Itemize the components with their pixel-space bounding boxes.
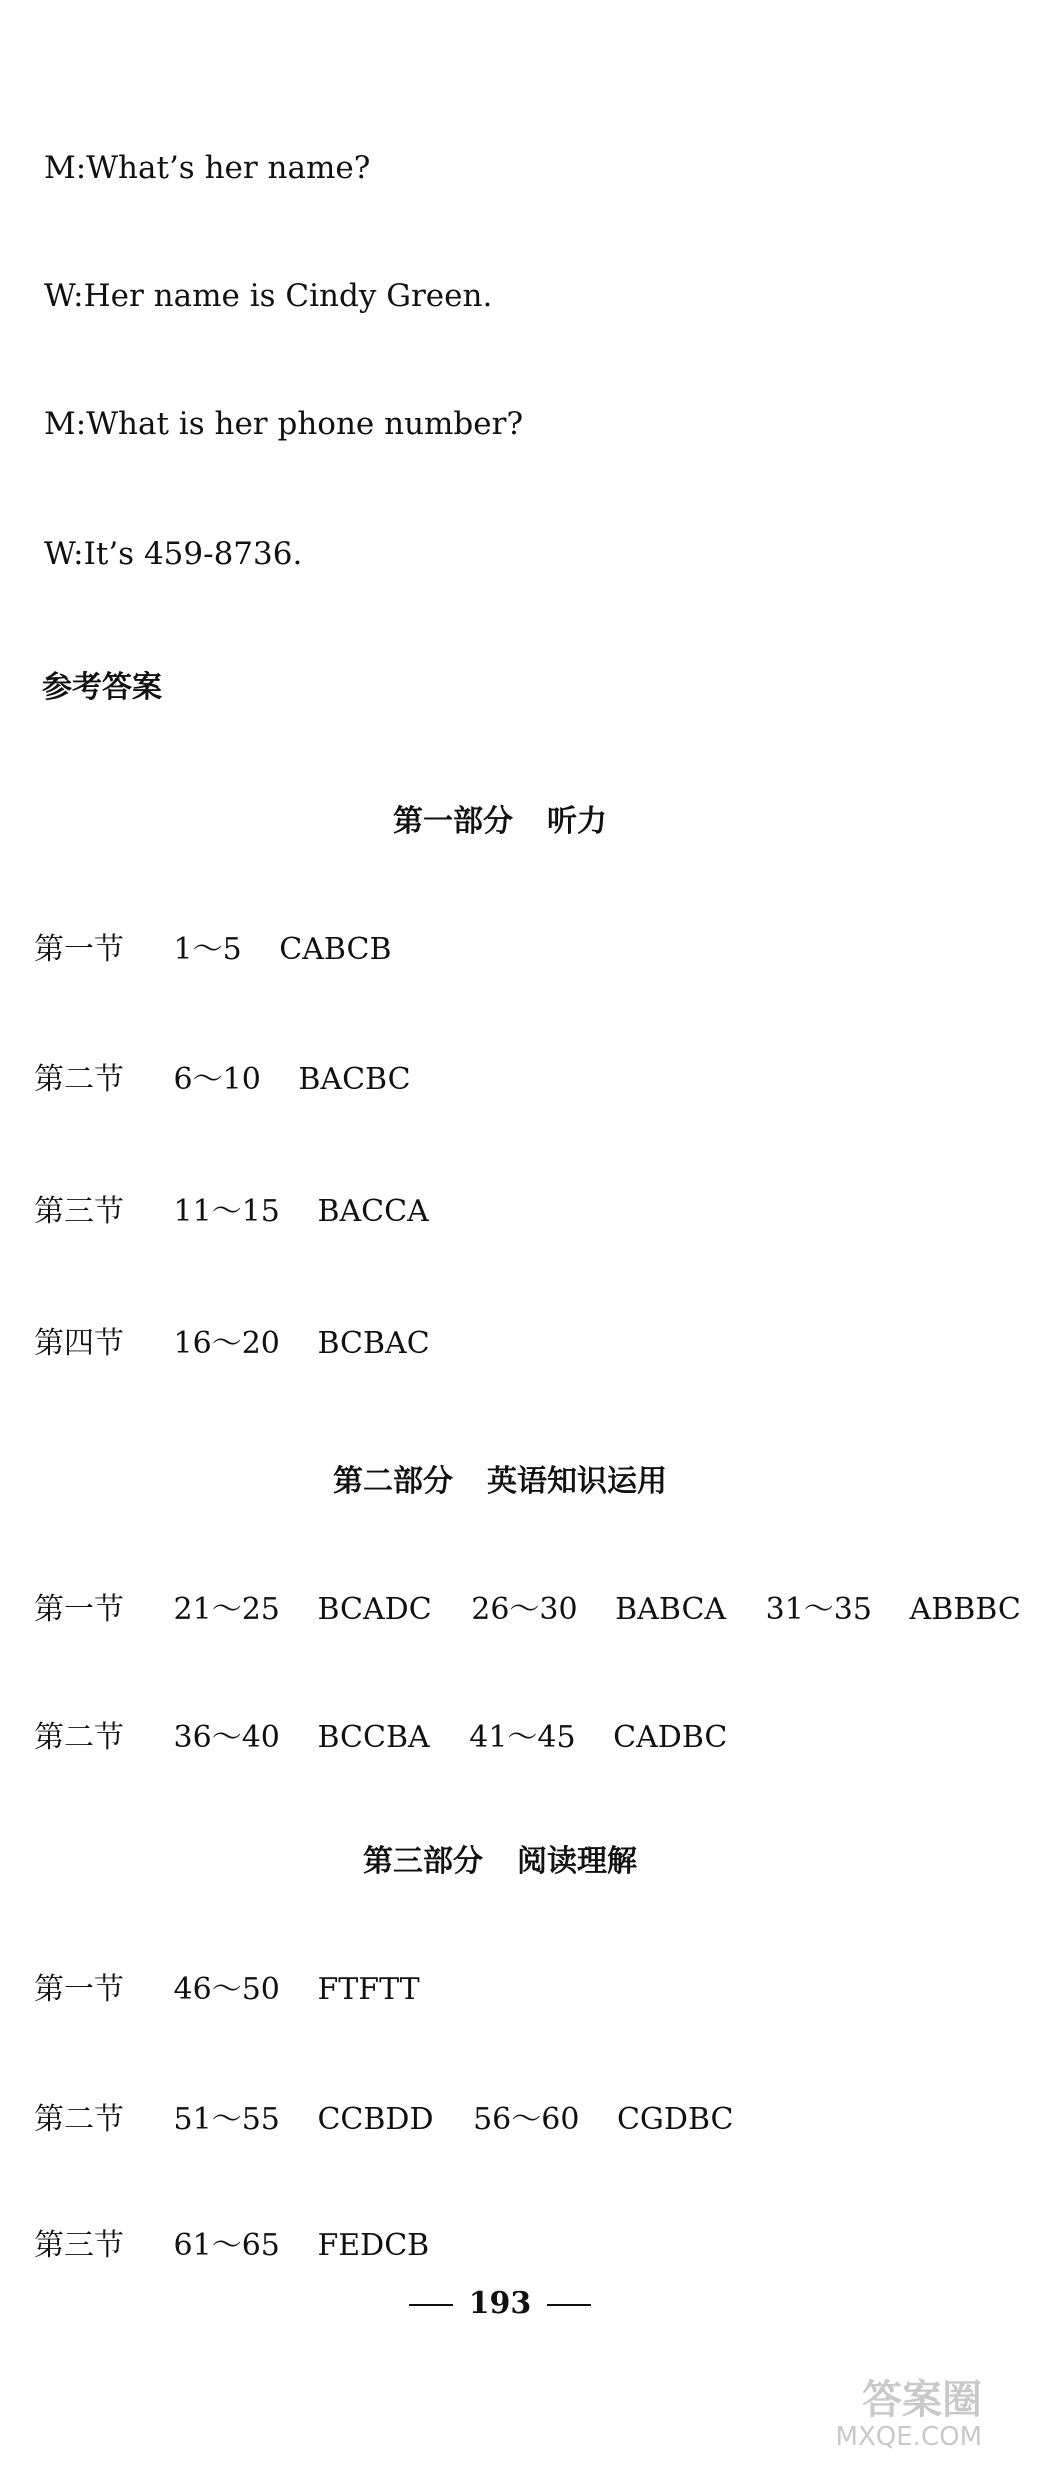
answer-key: CABCB — [279, 932, 392, 967]
part-title-3 — [0, 1842, 1000, 1882]
speaker-label: M: — [44, 406, 87, 442]
part-title-name: 阅读理解 — [517, 1844, 637, 1879]
dialog-text: It’s 459-8736. — [83, 536, 303, 572]
part-title-number: 第三部分 — [363, 1844, 483, 1879]
section-label: 第四节 — [34, 1326, 124, 1361]
dialog-line-4 — [44, 534, 302, 574]
watermark-logo — [836, 2378, 982, 2452]
section-label: 第一节 — [34, 1592, 124, 1627]
answer-key: BCCBA — [317, 1720, 430, 1755]
dialog-line-1 — [44, 148, 370, 188]
part-title-1 — [0, 802, 1000, 842]
question-range: 1～5 — [173, 932, 242, 967]
page-number-dash — [547, 2304, 591, 2306]
part-title-name: 英语知识运用 — [487, 1464, 667, 1499]
answer-heading: 参考答案 — [42, 670, 162, 705]
answer-row — [34, 1590, 1051, 1630]
dialog-text: Her name is Cindy Green. — [83, 278, 493, 314]
answer-key: CADBC — [613, 1720, 728, 1755]
answer-key: ABBBC — [909, 1592, 1021, 1627]
section-label: 第三节 — [34, 1194, 124, 1229]
answer-row — [34, 1192, 459, 1232]
answer-row — [34, 930, 422, 970]
question-range: 46～50 — [173, 1972, 280, 2007]
answer-row — [34, 1060, 441, 1100]
page-number-text: 193 — [468, 2286, 532, 2321]
section-label: 第一节 — [34, 1972, 124, 2007]
section-label: 第二节 — [34, 2102, 124, 2137]
question-range: 36～40 — [173, 1720, 280, 1755]
section-label: 第一节 — [34, 932, 124, 967]
speaker-label: M: — [44, 150, 87, 186]
watermark-line-2: MXQE.COM — [835, 2422, 982, 2452]
section-label: 第三节 — [34, 2228, 124, 2263]
page-number-dash — [409, 2304, 453, 2306]
answer-row — [34, 2226, 459, 2266]
answer-key: CGDBC — [616, 2102, 734, 2137]
answer-key: BACBC — [298, 1062, 411, 1097]
answer-key: BACCA — [317, 1194, 429, 1229]
question-range: 61～65 — [173, 2228, 280, 2263]
question-range: 51～55 — [173, 2102, 280, 2137]
section-label: 第二节 — [34, 1062, 124, 1097]
answer-key: BCBAC — [317, 1326, 430, 1361]
section-label: 第二节 — [34, 1720, 124, 1755]
dialog-line-3 — [44, 404, 523, 444]
speaker-label: W: — [44, 278, 84, 314]
page-number — [0, 2284, 1000, 2324]
part-title-number: 第一部分 — [393, 804, 513, 839]
question-range: 26～30 — [471, 1592, 578, 1627]
question-range: 56～60 — [473, 2102, 580, 2137]
answer-key: CCBDD — [317, 2102, 434, 2137]
dialog-line-2 — [44, 276, 492, 316]
answer-key: FTFTT — [317, 1972, 420, 2007]
answer-key: BABCA — [615, 1592, 727, 1627]
question-range: 16～20 — [173, 1326, 280, 1361]
answer-row — [34, 1324, 460, 1364]
dialog-text: What’s her name? — [86, 150, 371, 186]
watermark-line-1: 答案圈 — [862, 2377, 982, 2423]
answer-row — [34, 2100, 764, 2140]
speaker-label: W: — [44, 536, 84, 572]
question-range: 41～45 — [469, 1720, 576, 1755]
answer-key: BCADC — [317, 1592, 432, 1627]
answer-key: FEDCB — [317, 2228, 430, 2263]
dialog-text: What is her phone number? — [86, 406, 524, 442]
question-range: 31～35 — [765, 1592, 872, 1627]
question-range: 11～15 — [173, 1194, 280, 1229]
answer-row — [34, 1970, 450, 2010]
question-range: 6～10 — [173, 1062, 261, 1097]
question-range: 21～25 — [173, 1592, 280, 1627]
part-title-2 — [0, 1462, 1000, 1502]
answer-row — [34, 1718, 757, 1758]
part-title-name: 听力 — [547, 804, 607, 839]
part-title-number: 第二部分 — [333, 1464, 453, 1499]
